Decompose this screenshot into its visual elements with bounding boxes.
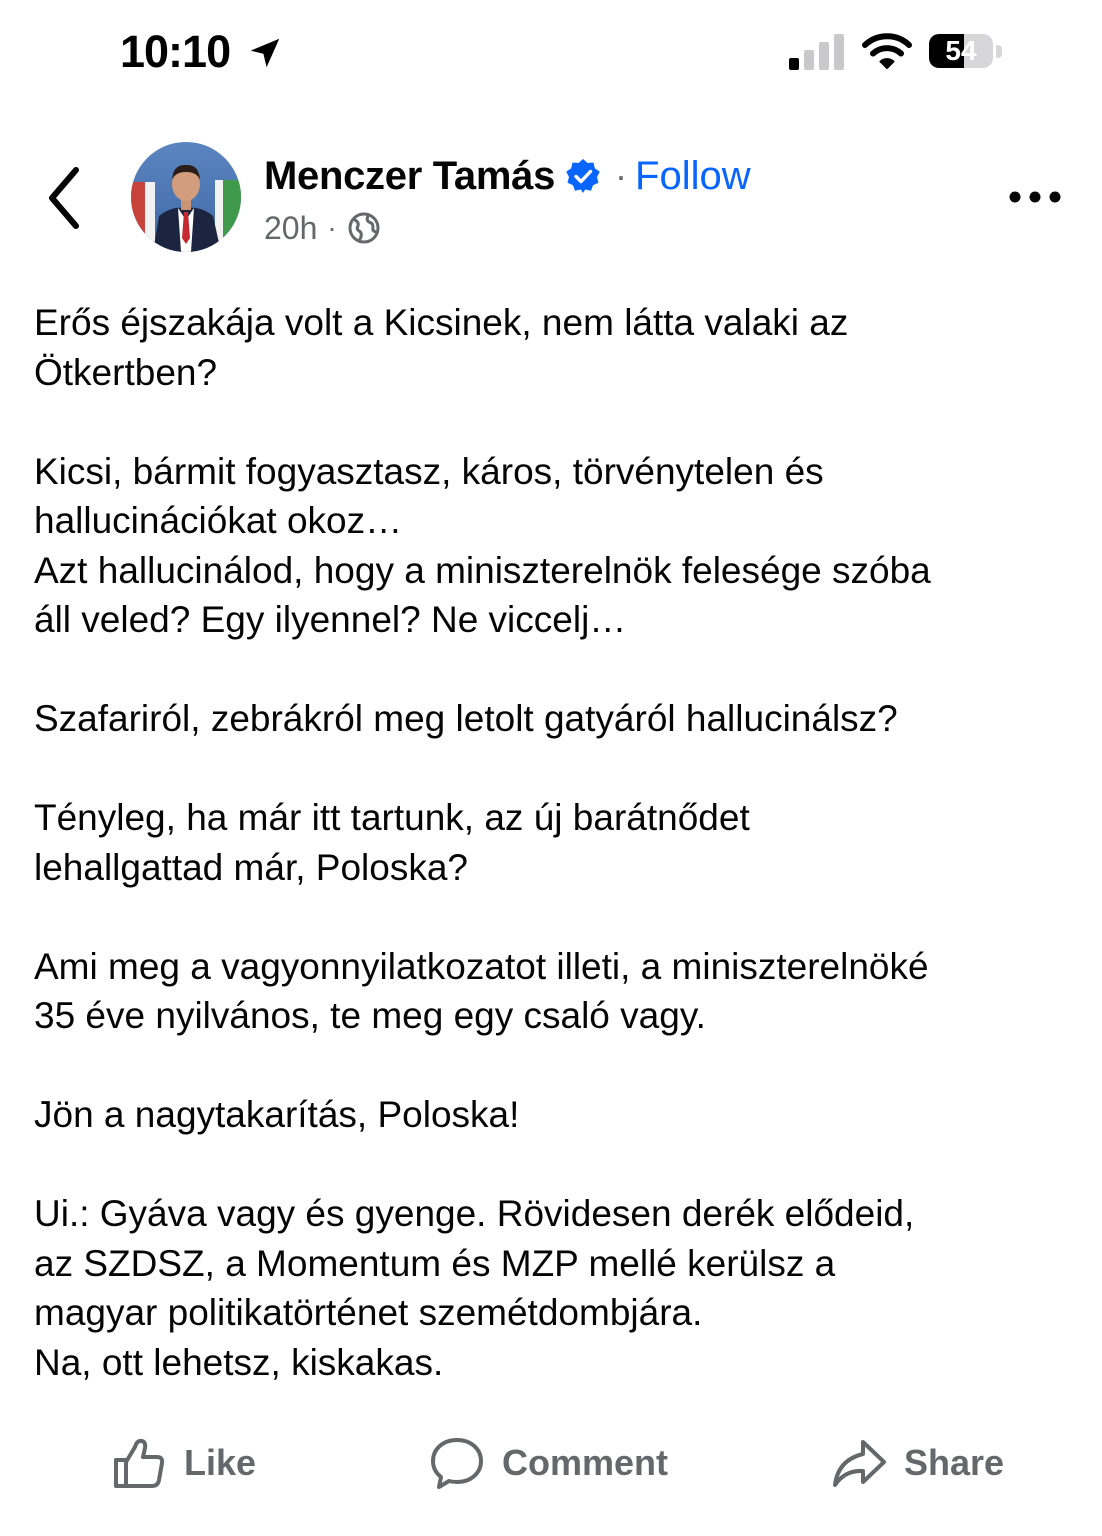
post-text-line: lehallgattad már, Poloska?	[34, 846, 468, 888]
post-paragraph	[34, 1090, 1079, 1140]
post-text-line: az SZDSZ, a Momentum és MZP mellé kerülsz a	[34, 1242, 836, 1284]
avatar-portrait-icon	[131, 142, 241, 252]
verified-badge-icon	[565, 158, 601, 194]
share-label: Share	[904, 1442, 1005, 1483]
post-paragraph	[34, 1189, 1079, 1387]
post-text-line: Jön a nagytakarítás, Poloska!	[34, 1094, 520, 1135]
post-paragraph	[34, 942, 1079, 1041]
status-bar	[0, 0, 1102, 100]
author-row	[264, 150, 751, 202]
comment-label: Comment	[502, 1442, 669, 1483]
post-text-line: Ui.: Gyáva vagy és gyenge. Rövidesen derék elődeid,	[34, 1193, 915, 1234]
post-text-line: Kicsi, bármit fogyasztasz, káros, törvénytelen és	[34, 450, 824, 492]
battery-icon	[929, 34, 993, 68]
post-text-line: Na, ott lehetsz, kiskakas.	[34, 1341, 444, 1383]
post-paragraph	[34, 447, 1079, 645]
like-label: Like	[184, 1442, 257, 1483]
meta-separator: ·	[327, 212, 337, 243]
post-paragraph	[34, 694, 1079, 744]
follow-button[interactable]: Follow	[635, 153, 751, 198]
wifi-icon	[862, 32, 912, 70]
more-options-icon[interactable]	[1005, 182, 1065, 212]
status-time: 10:10	[120, 26, 231, 77]
post-meta	[264, 206, 381, 250]
post-text-line: Ami meg a vagyonnyilatkozatot illeti, a miniszterelnöké	[34, 945, 929, 987]
post-timestamp[interactable]: 20h	[264, 209, 318, 246]
post-text-line: Azt hallucinálod, hogy a miniszterelnök felesége szóba	[34, 549, 931, 591]
share-button[interactable]	[830, 1430, 1004, 1496]
post-text	[34, 298, 1079, 1387]
globe-icon	[347, 211, 381, 245]
post-text-line: Szafariról, zebrákról meg letolt gatyáról hallucinálsz?	[34, 698, 898, 739]
battery-cap	[996, 45, 1002, 58]
post-text-line: áll veled? Egy ilyennel? Ne viccelj…	[34, 599, 627, 640]
comment-button[interactable]	[428, 1430, 668, 1496]
follow-separator: ·	[615, 155, 628, 196]
back-chevron-icon[interactable]	[36, 160, 96, 236]
avatar[interactable]	[131, 142, 241, 252]
post-text-line: Tényleg, ha már itt tartunk, az új barátnődet	[34, 797, 750, 838]
thumbs-up-icon	[110, 1434, 168, 1492]
post-paragraph	[34, 298, 1079, 397]
share-arrow-icon	[830, 1434, 888, 1492]
post-text-line: 35 éve nyilvános, te meg egy csaló vagy.	[34, 995, 706, 1036]
comment-bubble-icon	[428, 1434, 486, 1492]
post-text-line: hallucinációkat okoz…	[34, 500, 403, 541]
post-text-line: Erős éjszakája volt a Kicsinek, nem látta valaki az	[34, 302, 849, 343]
post-text-line: Ötkertben?	[34, 351, 218, 393]
cellular-signal-icon	[789, 34, 845, 70]
like-button[interactable]	[110, 1430, 256, 1496]
post-paragraph	[34, 793, 1079, 892]
location-arrow-icon	[246, 34, 284, 72]
post-text-line: magyar politikatörténet szemétdombjára.	[34, 1292, 703, 1333]
author-name[interactable]: Menczer Tamás	[264, 153, 556, 198]
battery-level: 54	[945, 35, 977, 66]
